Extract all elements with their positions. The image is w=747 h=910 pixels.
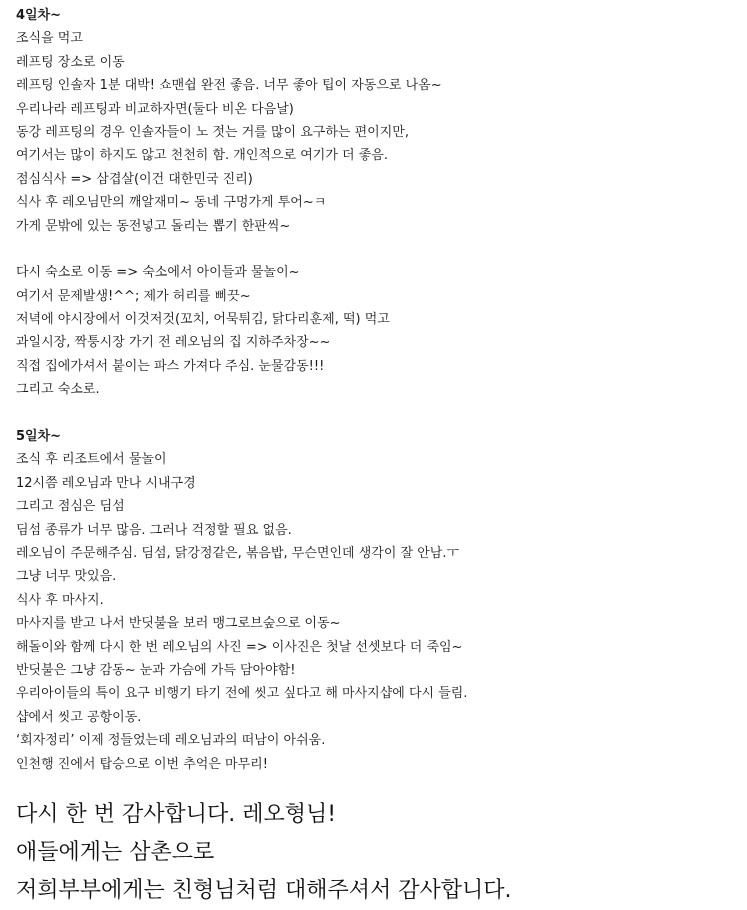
diary-line: 인천행 진에서 탑승으로 이번 추억은 마무리! [16, 756, 268, 772]
day5-section [16, 448, 741, 775]
diary-line: ‘회자정리’ 이제 정들었는데 레오님과의 떠남이 아쉬움. [16, 733, 326, 749]
diary-line: 마사지를 받고 나서 반딧불을 보러 맹그로브숲으로 이동~ [16, 616, 341, 632]
diary-line: 가게 문밖에 있는 동전넣고 돌리는 뽑기 한판씩~ [16, 218, 291, 234]
diary-line: 여기서 문제발생!^^; 제가 허리를 삐끗~ [16, 288, 251, 304]
diary-line: 레프팅 장소로 이동 [16, 54, 125, 70]
paragraph-spacer [16, 238, 741, 261]
closing-line: 애들에게는 삼촌으로 [16, 839, 215, 865]
day4-heading: 4일차~ [16, 8, 62, 23]
travel-diary [16, 4, 741, 910]
closing-line: 다시 한 번 감사합니다. 레오형님! [16, 801, 337, 827]
diary-line: 레프팅 인솔자 1분 대박! 쇼맨쉽 완전 좋음. 너무 좋아 팁이 자동으로 나옴~ [16, 78, 442, 94]
diary-line: 조식을 먹고 [16, 31, 83, 47]
paragraph-spacer [16, 402, 741, 425]
diary-line: 12시쯤 레오님과 만나 시내구경 [16, 475, 196, 491]
closing-message [16, 796, 741, 910]
diary-line: 다시 숙소로 이동 => 숙소에서 아이들과 물놀이~ [16, 265, 300, 281]
diary-line: 동강 레프팅의 경우 인솔자들이 노 젓는 거를 많이 요구하는 편이지만, [16, 124, 409, 140]
diary-line: 반딧불은 그냥 감동~ 눈과 가슴에 가득 담아야함! [16, 662, 296, 678]
diary-line: 과일시장, 짝퉁시장 가기 전 레오님의 집 지하주차장~~ [16, 335, 331, 351]
day4-section-b [16, 261, 741, 401]
diary-line: 점심식사 => 삼겹살(이건 대한민국 진리) [16, 171, 253, 187]
diary-line: 그리고 점심은 딤섬 [16, 499, 125, 515]
diary-line: 그냥 너무 맛있음. [16, 569, 117, 585]
diary-line: 우리아이들의 특이 요구 비행기 타기 전에 씻고 싶다고 해 마사지샵에 다시 들림. [16, 686, 468, 702]
diary-line: 식사 후 마사지. [16, 592, 104, 608]
diary-line: 샵에서 씻고 공항이동. [16, 709, 142, 725]
diary-line: 직접 집에가셔서 붙이는 파스 가져다 주심. 눈물감동!!! [16, 358, 325, 374]
diary-line: 여기서는 많이 하지도 않고 천천히 함. 개인적으로 여기가 더 좋음. [16, 148, 388, 164]
diary-line: 해돌이와 함께 다시 한 번 레오님의 사진 => 이사진은 첫날 선셋보다 더 죽임~ [16, 639, 463, 655]
diary-line: 우리나라 레프팅과 비교하자면(둘다 비온 다음날) [16, 101, 294, 117]
diary-line: 저녁에 야시장에서 이것저것(꼬치, 어묵튀김, 닭다리훈제, 떡) 먹고 [16, 312, 390, 328]
diary-line: 식사 후 레오님만의 깨알재미~ 동네 구멍가게 투어~ㅋ [16, 195, 327, 211]
day4-section-a [16, 27, 741, 238]
diary-line: 딤섬 종류가 너무 많음. 그러나 걱정할 필요 없음. [16, 522, 292, 538]
diary-line: 레오님이 주문해주심. 딤섬, 닭강정같은, 볶음밥, 무슨면인데 생각이 잘 안남.ㅜ [16, 545, 460, 561]
closing-line: 저희부부에게는 친형님처럼 대해주셔서 감사합니다. [16, 877, 512, 903]
diary-line: 조식 후 리조트에서 물놀이 [16, 452, 167, 468]
diary-line: 그리고 숙소로. [16, 382, 100, 398]
day5-heading: 5일차~ [16, 429, 62, 445]
